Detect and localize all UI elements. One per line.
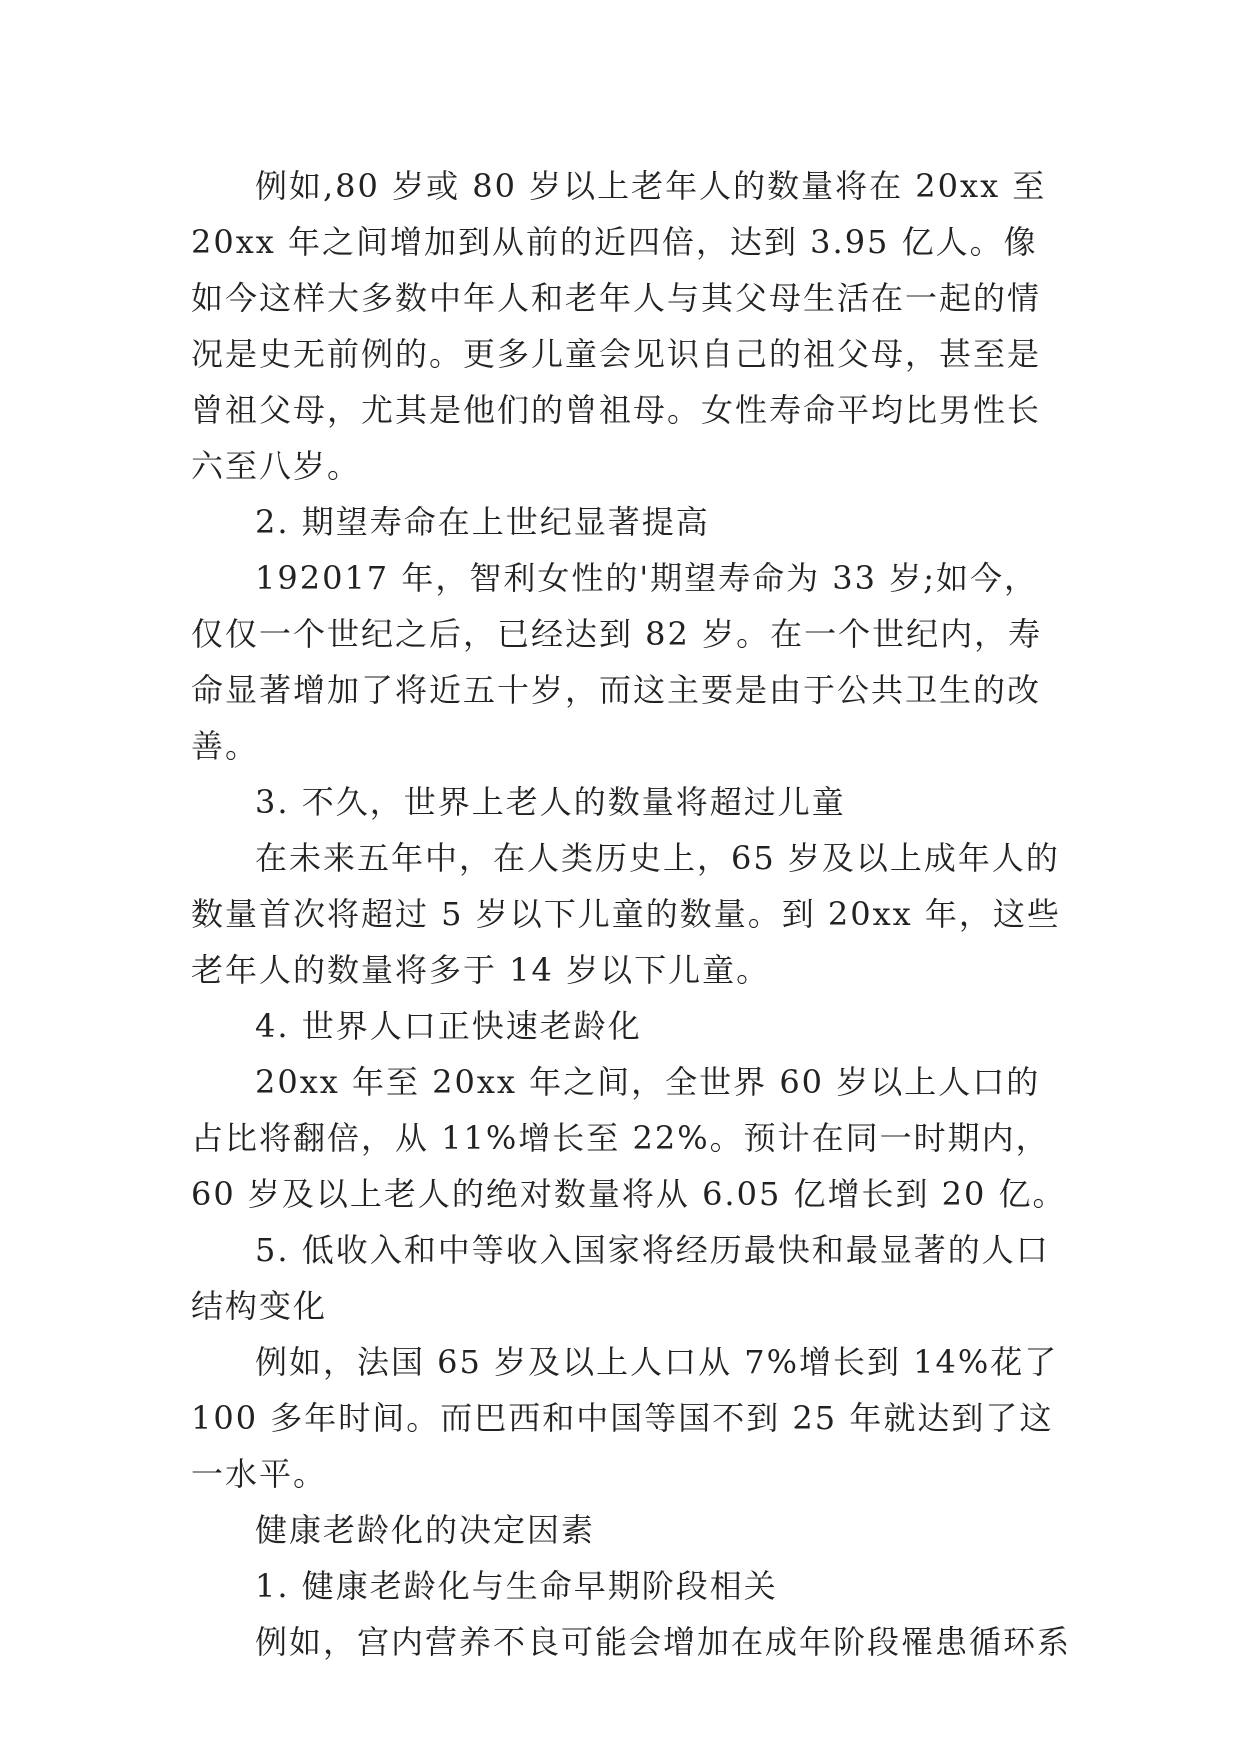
document-body [191, 158, 1071, 1670]
section-heading: 4. 世界人口正快速老龄化 [255, 1007, 642, 1045]
section-heading: 3. 不久，世界上老人的数量将超过儿童 [255, 783, 846, 821]
section-heading: 5. 低收入和中等收入国家将经历最快和最显著的人口结构变化 [191, 1231, 1050, 1325]
section-heading: 1. 健康老龄化与生命早期阶段相关 [255, 1567, 778, 1605]
paragraph: 例如，法国 65 岁及以上人口从 7%增长到 14%花了 100 多年时间。而巴西和中国等国不到 25 年就达到了这一水平。 [191, 1343, 1059, 1493]
section-heading: 健康老龄化的决定因素 [255, 1511, 596, 1549]
paragraph: 20xx 年至 20xx 年之间，全世界 60 岁以上人口的占比将翻倍，从 11%增长至 22%。预计在同一时期内，60 岁及以上老人的绝对数量将从 6.05 亿增长到 20 亿。 [191, 1063, 1067, 1213]
paragraph: 例如，宫内营养不良可能会增加在成年阶段罹患循环系 [255, 1623, 1072, 1661]
paragraph: 192017 年，智利女性的'期望寿命为 33 岁;如今，仅仅一个世纪之后，已经达到 82 岁。在一个世纪内，寿命显著增加了将近五十岁，而这主要是由于公共卫生的改善。 [191, 559, 1043, 765]
paragraph: 例如,80 岁或 80 岁以上老年人的数量将在 20xx 至 20xx 年之间增加到从前的近四倍，达到 3.95 亿人。像如今这样大多数中年人和老年人与其父母生活在一起的情况是史无前例的。更多儿童会见识自己的祖父母，甚至是曾祖父母，尤其是他们的曾祖母。女性寿命平均比男性长六至八岁。 [191, 167, 1047, 485]
section-heading: 2. 期望寿命在上世纪显著提高 [255, 503, 710, 541]
paragraph: 在未来五年中，在人类历史上，65 岁及以上成年人的数量首次将超过 5 岁以下儿童的数量。到 20xx 年，这些老年人的数量将多于 14 岁以下儿童。 [191, 839, 1061, 989]
